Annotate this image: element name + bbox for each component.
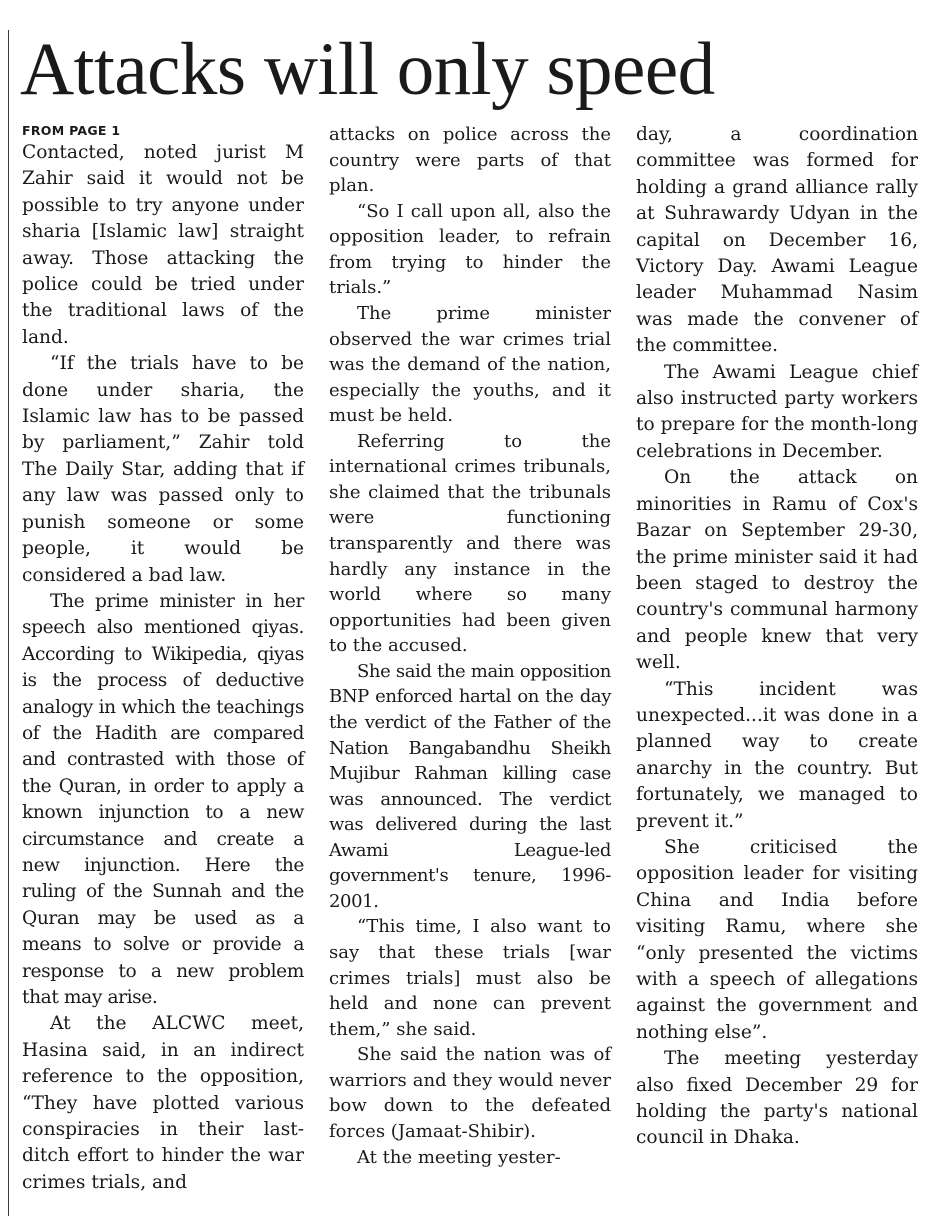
- paragraph: The meeting yesterday also fixed December 29 for holding the party's national council in Dhaka.: [636, 1048, 918, 1149]
- headline: Attacks will only speed: [20, 28, 715, 111]
- article-column-2: [329, 122, 611, 1170]
- paragraph: “This time, I also want to say that these trials [war crimes trials] must also be held and none can prevent them,” she said.: [329, 916, 611, 1040]
- article-column-1: [22, 122, 304, 1196]
- paragraph: day, a coordination committee was formed for holding a grand alliance rally at Suhrawardy Udyan in the capital on December 16, Victory Day. Awami League leader Muhammad Nasim was made the convener of the committee.: [636, 124, 918, 357]
- paragraph: At the meeting yester-: [357, 1146, 561, 1168]
- paragraph: On the attack on minorities in Ramu of Cox's Bazar on September 29-30, the prime minister said it had been staged to destroy the country's communal harmony and people knew that very well.: [636, 467, 918, 674]
- paragraph: “If the trials have to be done under sharia, the Islamic law has to be passed by parliament,” Zahir told The Daily Star, adding that if any law was passed only to punish someone or some people, it would be considered a bad law.: [22, 353, 304, 586]
- paragraph: The prime minister in her speech also mentioned qiyas. According to Wikipedia, qiyas is the process of deductive analogy in which the teachings of the Hadith are compared and contrasted with those of the Quran, in order to apply a known injunction to a new circumstance and create a new injunction. Here the ruling of the Sunnah and the Quran may be used as a means to solve or provide a response to a new problem that may arise.: [22, 590, 304, 1008]
- article-column-3: [636, 122, 918, 1152]
- paragraph: She criticised the opposition leader for visiting China and India before visiting Ramu, where she “only presented the victims with a speech of allegations against the government and nothing else”.: [636, 836, 918, 1043]
- paragraph: She said the main opposition BNP enforced hartal on the day the verdict of the Father of the Nation Bangabandhu Sheikh Mujibur Rahman killing case was announced. The verdict was delivered during the last Awami League-led government's tenure, 1996-2001.: [329, 660, 611, 912]
- paragraph: She said the nation was of warriors and they would never bow down to the defeated forces (Jamaat-Shibir).: [329, 1044, 611, 1142]
- paragraph: Referring to the international crimes tribunals, she claimed that the tribunals were functioning transparently and there was hardly any instance in the world where so many opportunities had been given to the accused.: [329, 430, 611, 657]
- paragraph: attacks on police across the country were parts of that plan.: [329, 124, 611, 197]
- paragraph: The prime minister observed the war crimes trial was the demand of the nation, especially the youths, and it must be held.: [329, 302, 611, 427]
- paragraph: At the ALCWC meet, Hasina said, in an indirect reference to the opposition, “They have plotted various conspiracies in their last-ditch effort to hinder the war crimes trials, and: [22, 1013, 304, 1193]
- paragraph: Contacted, noted jurist M Zahir said it would not be possible to try anyone under sharia [Islamic law] straight away. Those attacking the police could be tried under the traditional laws of the land.: [22, 142, 304, 348]
- paragraph: “This incident was unexpected...it was done in a planned way to create anarchy in the country. But fortunately, we managed to prevent it.”: [636, 678, 918, 832]
- kicker: FROM PAGE 1: [22, 123, 121, 138]
- paragraph: “So I call upon all, also the opposition leader, to refrain from trying to hinder the trials.”: [329, 200, 611, 299]
- column-rule: [8, 30, 9, 1216]
- paragraph: The Awami League chief also instructed party workers to prepare for the month-long celebrations in December.: [636, 361, 918, 462]
